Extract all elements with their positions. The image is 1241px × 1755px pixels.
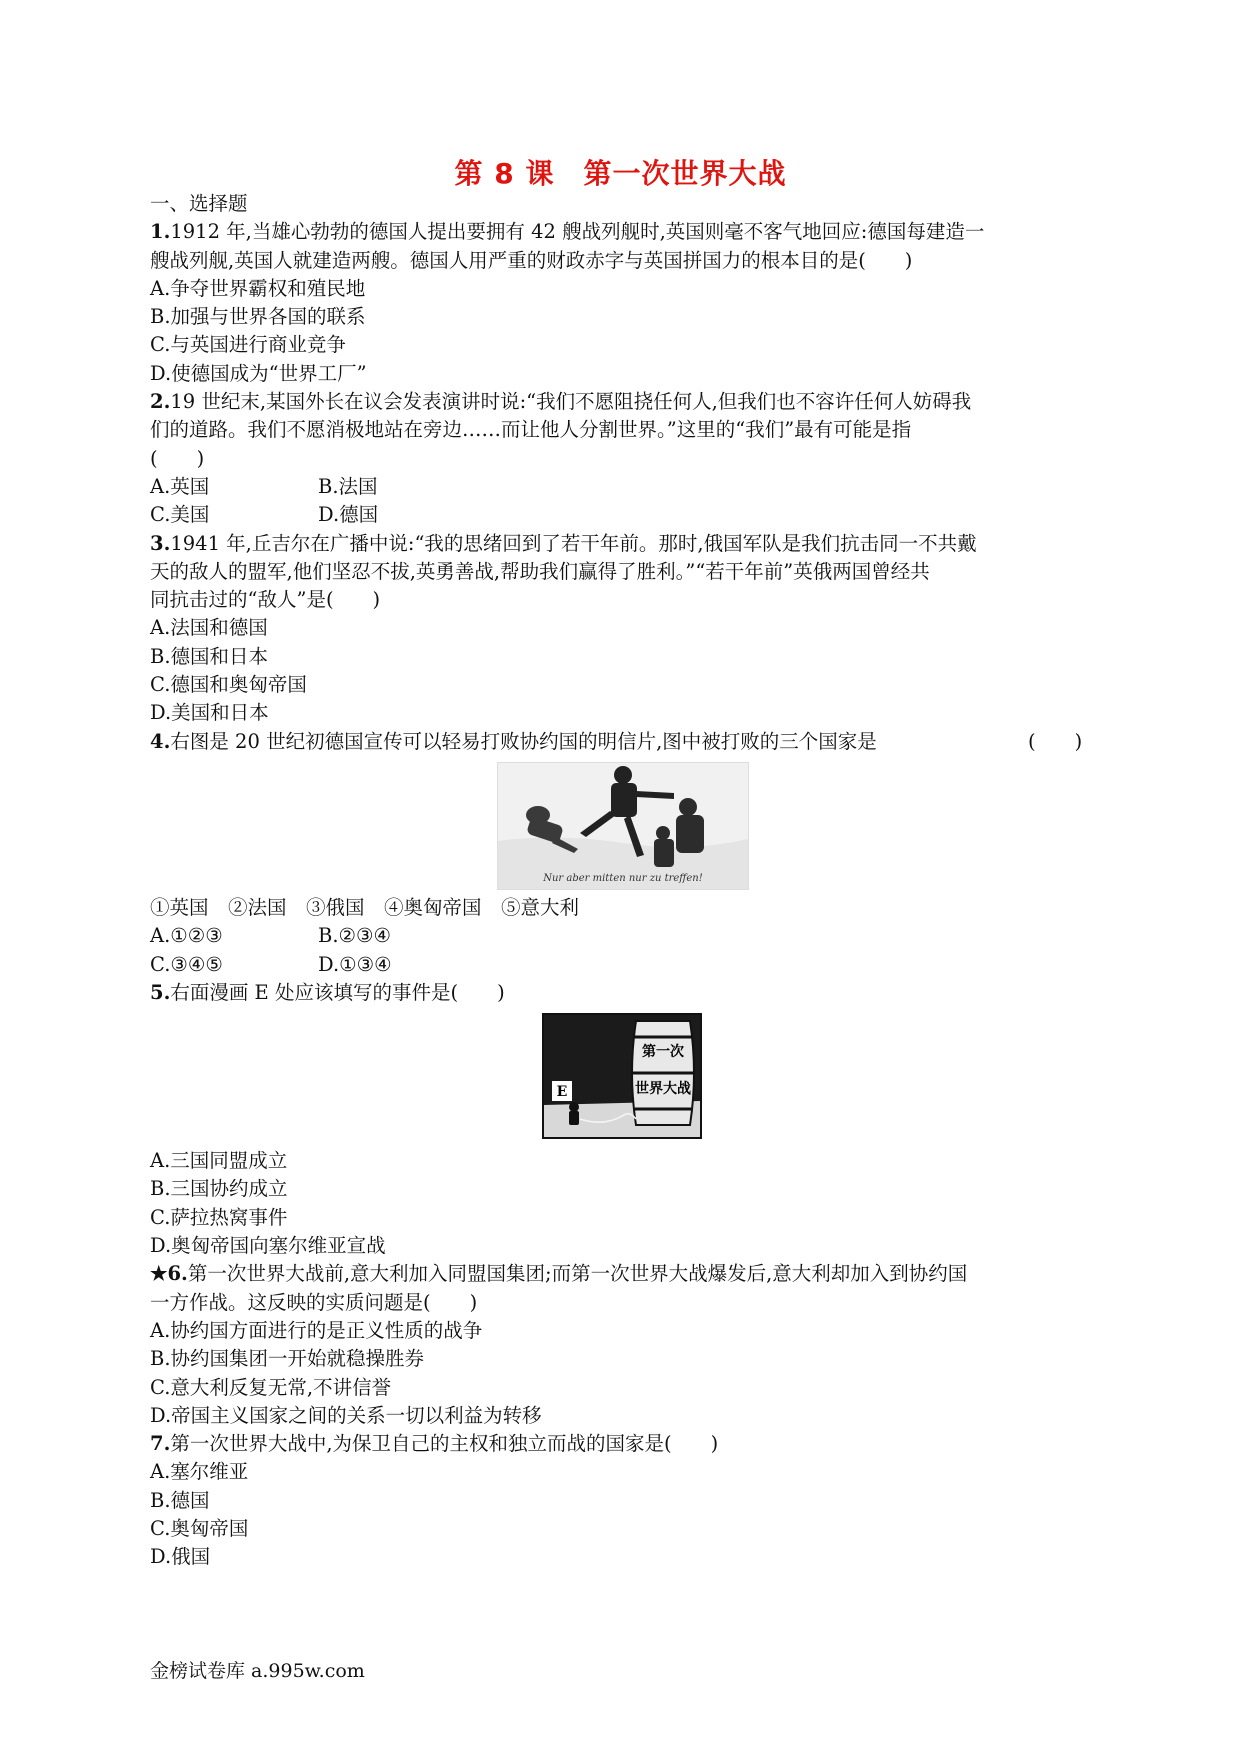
option-d: D.奥匈帝国向塞尔维亚宣战 [150,1234,386,1258]
options-row [150,501,1092,529]
cartoon-illustration [544,1015,700,1137]
german-postcard-image [497,762,749,890]
options-row [150,922,1092,950]
option-c: C.德国和奥匈帝国 [150,673,307,697]
question-stem-line: 3.1941 年,丘吉尔在广播中说:“我的思绪回到了若干年前。那时,俄国军队是我们抗击同一不共戴 [150,531,977,555]
label-e: E [556,1084,568,1101]
option-a: A.①②③ [150,924,223,948]
question-stem-line: 天的敌人的盟军,他们坚忍不拔,英勇善战,帮助我们赢得了胜利。”“若干年前”英俄两国曾经共 [150,559,930,583]
barrel-label-bottom: 世界大战 [635,1081,691,1098]
option-b: B.德国和日本 [150,644,269,668]
option-a: A.塞尔维亚 [150,1460,249,1484]
option-d: D.①③④ [318,952,392,976]
options-row [150,951,1092,979]
question-stem-line: 5.右面漫画 E 处应该填写的事件是( ) [150,980,505,1004]
option-c: C.意大利反复无常,不讲信誉 [150,1375,392,1399]
option-a: A.法国和德国 [150,616,268,640]
option-d: D.俄国 [150,1545,211,1569]
question-stem-line: 同抗击过的“敌人”是( ) [150,588,381,612]
option-a: A.争夺世界霸权和殖民地 [150,276,366,300]
option-a: A.英国 [150,474,210,498]
question-stem-line: 4.右图是 20 世纪初德国宣传可以轻易打败协约国的明信片,图中被打败的三个国家是 ( ) [150,728,1092,756]
question-stem-line: 1.1912 年,当雄心勃勃的德国人提出要拥有 42 艘战列舰时,英国则毫不客气地回应:德国每建造一 [150,220,985,244]
option-b: B.②③④ [318,924,391,948]
question-list [150,190,1092,1572]
section-heading: 一、选择题 [150,192,248,215]
option-d: D.帝国主义国家之间的关系一切以利益为转移 [150,1403,542,1427]
question-1 [150,218,1092,388]
question-number: 4. [150,729,171,753]
question-3 [150,530,1092,728]
option-c: C.③④⑤ [150,952,223,976]
option-d: D.使德国成为“世界工厂” [150,361,367,385]
option-d: D.美国和日本 [150,701,269,725]
country-choices: ①英国 ②法国 ③俄国 ④奥匈帝国 ⑤意大利 [150,895,580,919]
options-row [150,473,1092,501]
question-stem-line: ★6.第一次世界大战前,意大利加入同盟国集团;而第一次世界大战爆发后,意大利却加入到协约国 [150,1262,968,1286]
postcard-caption: Nur aber mitten nur zu treffen! [543,872,703,884]
question-stem-line: 2.19 世纪末,某国外长在议会发表演讲时说:“我们不愿阻挠任何人,但我们也不容许任何人妨碍我 [150,390,972,414]
option-c: C.美国 [150,503,210,527]
option-a: A.三国同盟成立 [150,1149,288,1173]
answer-parentheses: ( ) [1028,729,1083,753]
question-number: 3. [150,531,171,555]
postcard-illustration [498,763,748,889]
question-2 [150,388,1092,529]
option-b: B.协约国集团一开始就稳操胜券 [150,1347,425,1371]
question-number: 7. [150,1432,171,1456]
option-b: B.德国 [150,1488,210,1512]
footer-watermark: 金榜试卷库 a.995w.com [150,1660,365,1682]
powder-keg-cartoon [542,1013,702,1139]
question-number: 5. [150,980,171,1004]
question-number: ★6. [150,1262,188,1286]
question-stem-line: 们的道路。我们不愿消极地站在旁边……而让他人分割世界。”这里的“我们”最有可能是指 [150,418,912,442]
question-stem-line: ( ) [150,446,205,470]
question-5 [150,979,1092,1260]
option-c: C.奥匈帝国 [150,1516,249,1540]
option-b: B.法国 [318,474,378,498]
question-number: 1. [150,220,171,244]
option-d: D.德国 [318,503,379,527]
barrel-label-top: 第一次 [642,1044,684,1061]
question-4 [150,728,1092,979]
page-title: 第 8 课 第一次世界大战 [454,157,787,190]
question-stem-line: 7.第一次世界大战中,为保卫自己的主权和独立而战的国家是( ) [150,1432,719,1456]
question-stem-line: 一方作战。这反映的实质问题是( ) [150,1290,478,1314]
option-a: A.协约国方面进行的是正义性质的战争 [150,1318,483,1342]
question-stem-line: 艘战列舰,英国人就建造两艘。德国人用严重的财政赤字与英国拼国力的根本目的是( ) [150,248,913,272]
option-c: C.萨拉热窝事件 [150,1205,288,1229]
question-7 [150,1430,1092,1571]
question-number: 2. [150,390,171,414]
question-6 [150,1260,1092,1430]
option-c: C.与英国进行商业竞争 [150,333,346,357]
option-b: B.加强与世界各国的联系 [150,305,366,329]
option-b: B.三国协约成立 [150,1177,288,1201]
